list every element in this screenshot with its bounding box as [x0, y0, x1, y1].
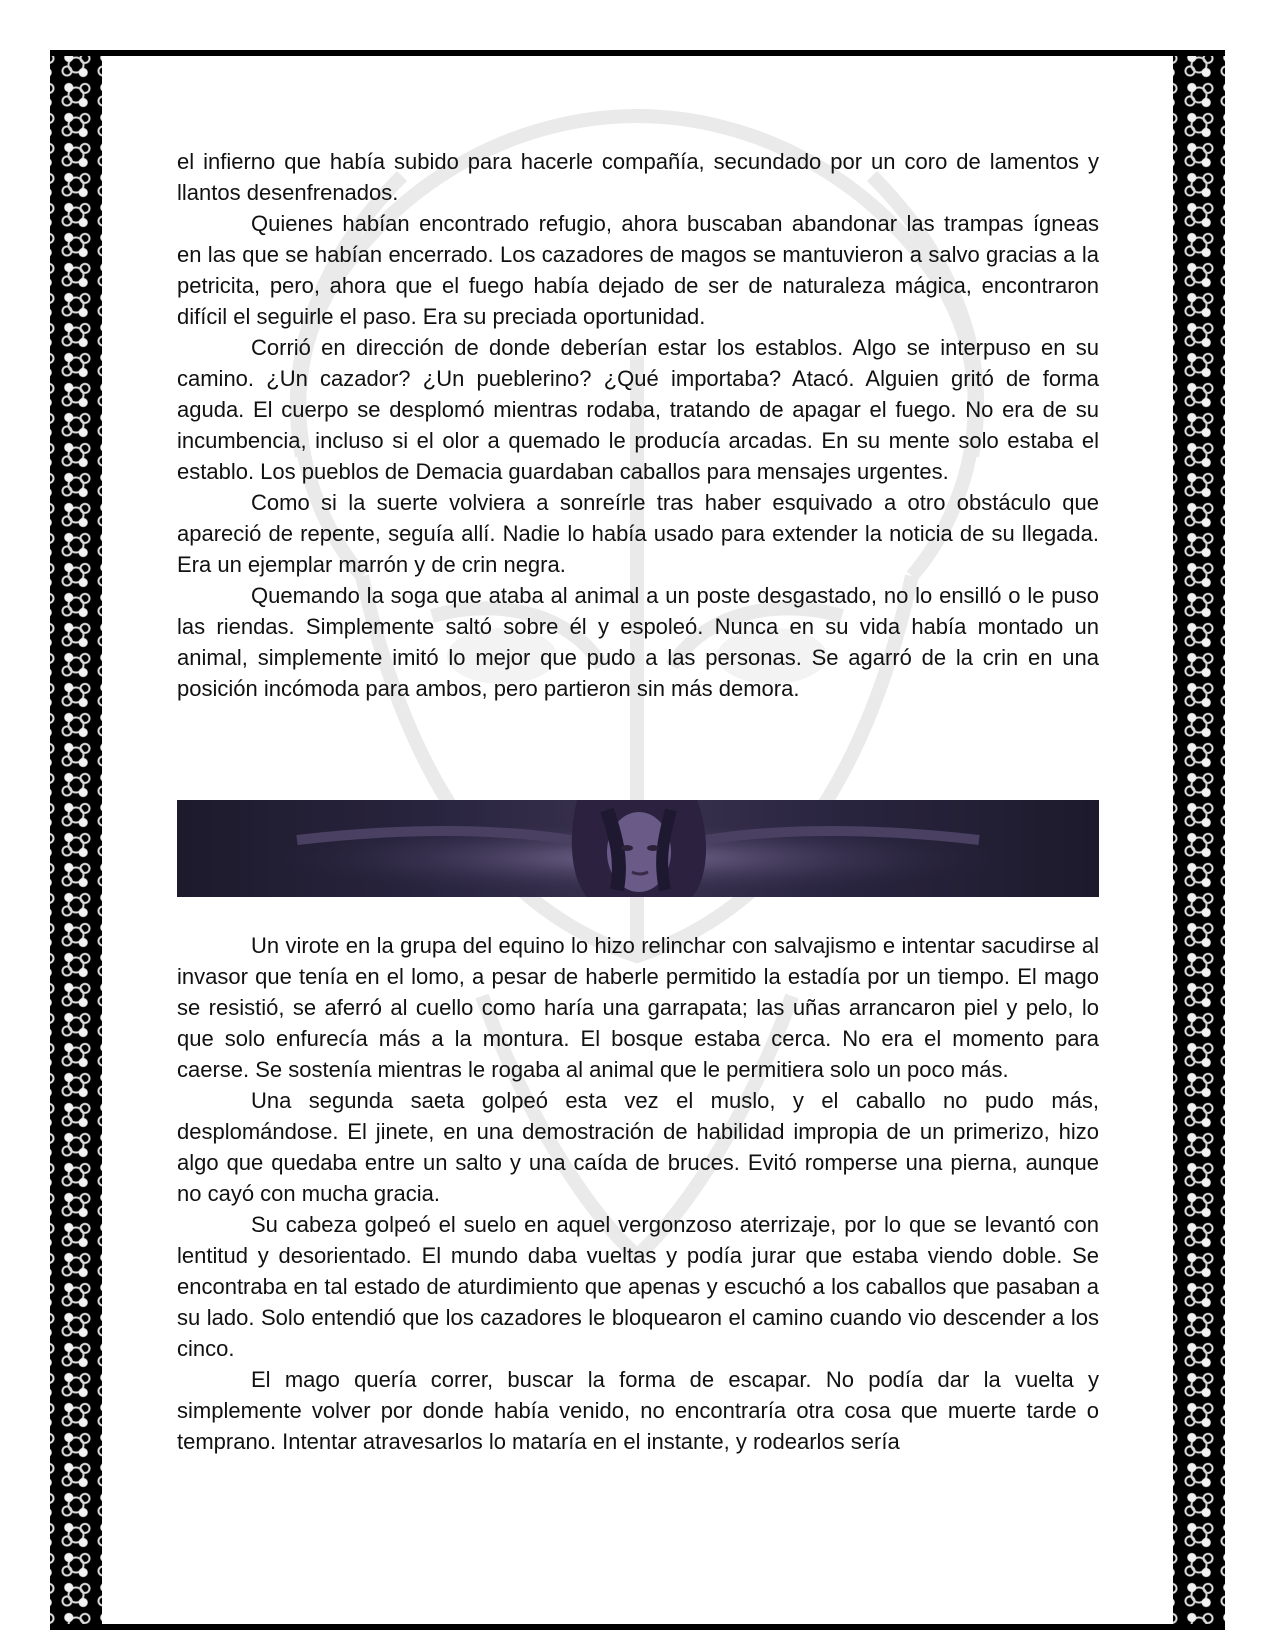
- illustration-banner: [177, 800, 1099, 897]
- text-section-top: [177, 146, 1099, 704]
- right-ornamental-border-icon: [1173, 50, 1225, 1630]
- paragraph: Quienes habían encontrado refugio, ahora buscaban abandonar las trampas ígneas en las que se habían encerrado. Los cazadores de magos se mantuvieron a salvo gracias a la petricita, pero, ahora que el fuego había dejado de ser de naturaleza mágica, encontraron difícil el seguirle el paso. Era su preciada oportunidad.: [177, 211, 1099, 329]
- left-ornamental-border-icon: [50, 50, 102, 1630]
- paragraph: Como si la suerte volviera a sonreírle tras haber esquivado a otro obstáculo que apareció de repente, seguía allí. Nadie lo había usado para extender la noticia de su llegada. Era un ejemplar marrón y de crin negra.: [177, 490, 1099, 577]
- paragraph: Un virote en la grupa del equino lo hizo relinchar con salvajismo e intentar sacudirse al invasor que tenía en el lomo, a pesar de haberle permitido la estadía por un tiempo. El mago se resistió, se aferró al cuello como haría una garrapata; las uñas arrancaron piel y pelo, lo que solo enfurecía más a la montura. El bosque estaba cerca. No era el momento para caerse. Se sostenía mientras le rogaba al animal que le permitiera solo un poco más.: [177, 933, 1099, 1082]
- paragraph: el infierno que había subido para hacerle compañía, secundado por un coro de lamentos y llantos desenfrenados.: [177, 149, 1099, 205]
- dark-haired-figure-illustration: [177, 800, 1099, 897]
- page-content: [102, 56, 1173, 1624]
- paragraph: Una segunda saeta golpeó esta vez el muslo, y el caballo no pudo más, desplomándose. El jinete, en una demostración de habilidad impropia de un primerizo, hizo algo que quedaba entre un salto y una caída de bruces. Evitó romperse una pierna, aunque no cayó con mucha gracia.: [177, 1088, 1099, 1206]
- paragraph: Quemando la soga que ataba al animal a un poste desgastado, no lo ensilló o le puso las riendas. Simplemente saltó sobre él y espoleó. Nunca en su vida había montado un animal, simplemente imitó lo mejor que pudo a las personas. Se agarró de la crin en una posición incómoda para ambos, pero partieron sin más demora.: [177, 583, 1099, 701]
- frame-bottom-line: [50, 1624, 1225, 1630]
- paragraph: El mago quería correr, buscar la forma de escapar. No podía dar la vuelta y simplemente volver por donde había venido, no encontraría otra cosa que muerte tarde o temprano. Intentar atravesarlos lo mataría en el instante, y rodearlos sería: [177, 1367, 1099, 1454]
- text-section-bottom: [177, 930, 1099, 1457]
- paragraph: Su cabeza golpeó el suelo en aquel vergonzoso aterrizaje, por lo que se levantó con lentitud y desorientado. El mundo daba vueltas y podía jurar que estaba viendo doble. Se encontraba en tal estado de aturdimiento que apenas y escuchó a los caballos que pasaban a su lado. Solo entendió que los cazadores le bloquearon el camino cuando vio descender a los cinco.: [177, 1212, 1099, 1361]
- paragraph: Corrió en dirección de donde deberían estar los establos. Algo se interpuso en su camino. ¿Un cazador? ¿Un pueblerino? ¿Qué importaba? Atacó. Alguien gritó de forma aguda. El cuerpo se desplomó mientras rodaba, tratando de apagar el fuego. No era de su incumbencia, incluso si el olor a quemado le producía arcadas. En su mente solo estaba el establo. Los pueblos de Demacia guardaban caballos para mensajes urgentes.: [177, 335, 1099, 484]
